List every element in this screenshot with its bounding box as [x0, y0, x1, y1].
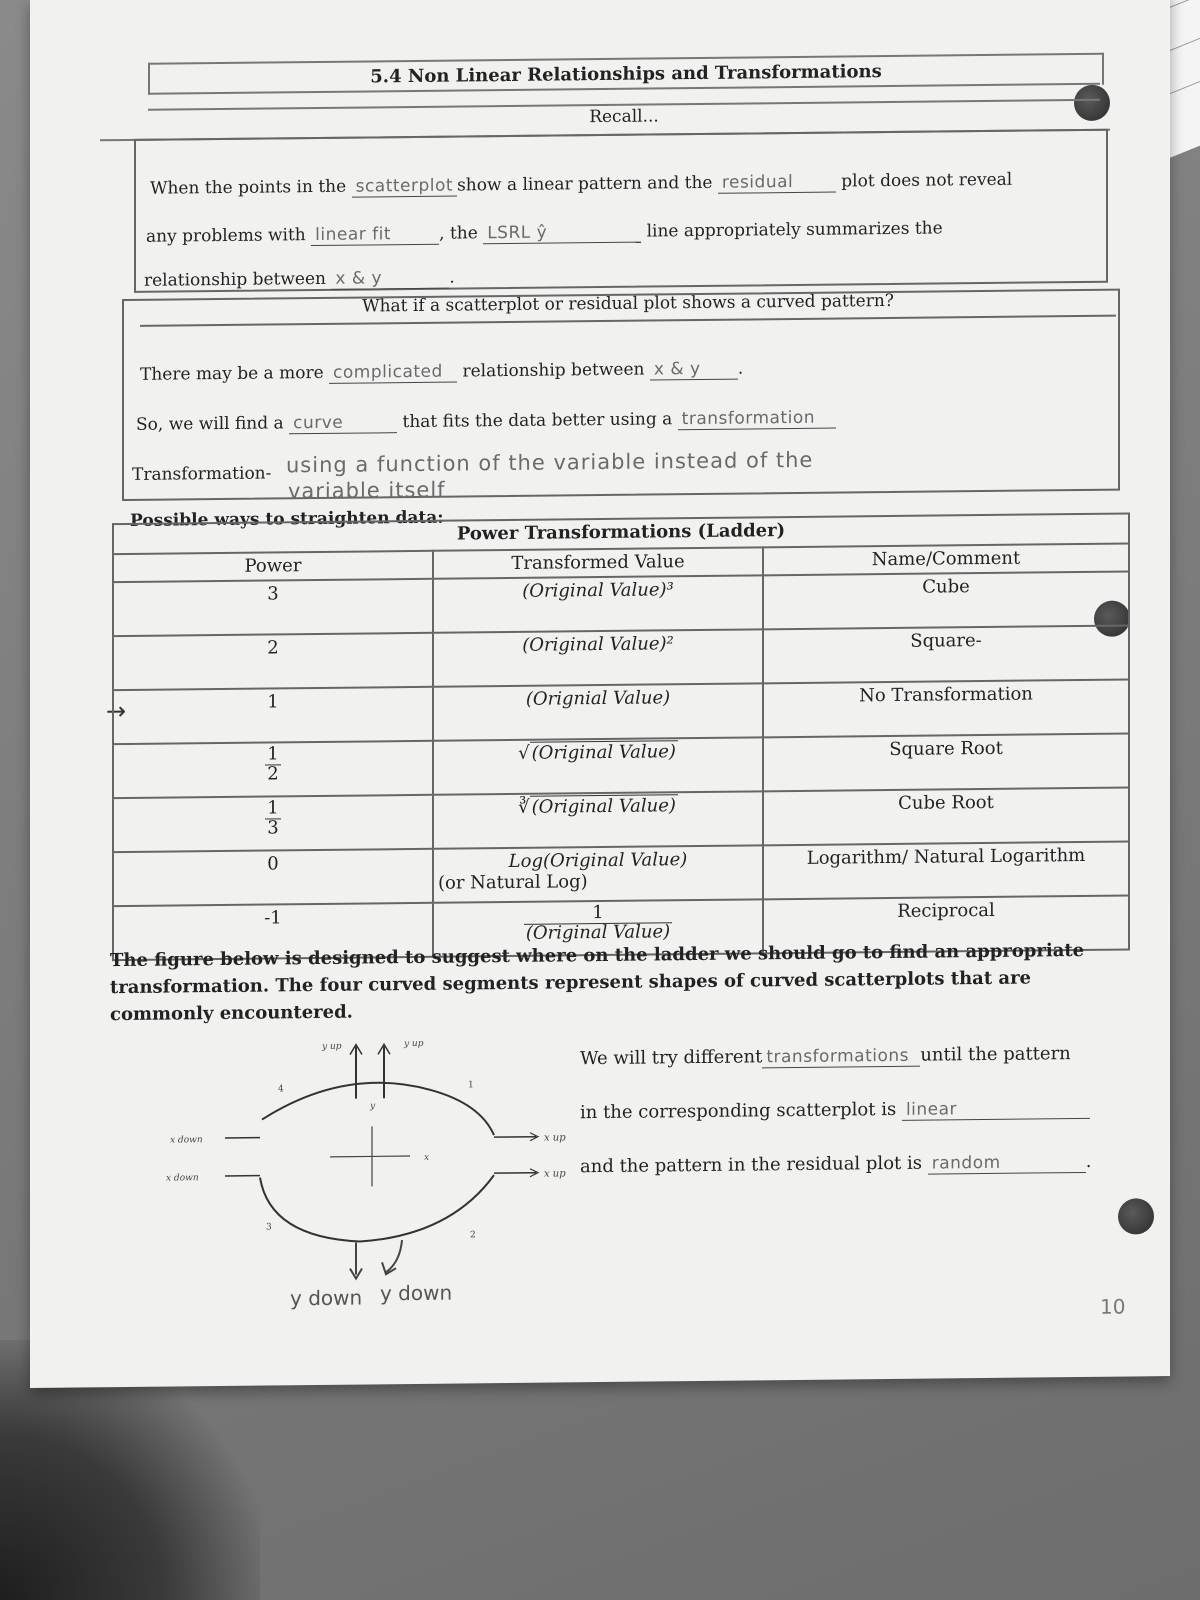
answer-blank: curve	[289, 412, 397, 434]
label-y-up-left: y up	[322, 1041, 342, 1052]
answer-blank: transformation	[678, 408, 836, 431]
power-fraction	[265, 799, 280, 838]
recall-text: show a linear pattern and the	[457, 172, 713, 196]
answer-blank: scatterplot	[352, 176, 457, 198]
value-cell	[433, 737, 763, 794]
answer-blank: linear	[902, 1098, 1090, 1121]
arrow-down-icon	[386, 1240, 402, 1272]
recall-text: .	[449, 267, 455, 288]
answer-blank: x & y	[650, 359, 738, 381]
label-x-down: x down	[166, 1173, 199, 1184]
power-cell	[113, 795, 433, 852]
try-line-1	[580, 1043, 1071, 1070]
label-y-up-right: y up	[404, 1038, 424, 1050]
power-ladder-table	[112, 512, 1130, 961]
recall-text: line appropriately summarizes the	[646, 218, 943, 242]
radicand: (Original Value)	[531, 741, 676, 764]
column-header: Power	[113, 551, 433, 582]
fraction-numerator: 1	[267, 797, 279, 819]
table-title: Power Transformations (Ladder)	[113, 513, 1129, 554]
hole-punch	[1118, 1198, 1154, 1234]
power-cell: 1	[113, 687, 433, 744]
page-number: 10	[1100, 1294, 1126, 1319]
curved-line-3	[132, 463, 271, 484]
answer-blank: random	[928, 1152, 1086, 1175]
quadrant-label-1: 1	[468, 1080, 474, 1091]
try-text: until the pattern	[920, 1043, 1071, 1066]
name-cell: Square Root	[763, 733, 1129, 791]
try-text: and the pattern in the residual plot is	[580, 1152, 922, 1178]
fraction-numerator: 1	[267, 743, 279, 765]
power-cell: -1	[113, 903, 433, 960]
recall-heading: Recall...	[589, 106, 659, 128]
answer-blank: transformations	[762, 1046, 920, 1069]
bulge-diagram	[110, 1024, 570, 1329]
fraction-denominator: 2	[267, 763, 279, 785]
curved-text: There may be a more	[140, 362, 324, 385]
value-cell	[433, 845, 763, 902]
quadrant-label-4: 4	[278, 1084, 284, 1095]
try-text: We will try different	[580, 1046, 763, 1070]
x-axis	[330, 1156, 410, 1157]
curve-segment-1	[262, 1082, 494, 1138]
label-x-up: x up	[544, 1132, 566, 1144]
fraction-denominator: (Original Value)	[525, 921, 671, 944]
power-cell: 3	[113, 579, 433, 636]
answer-blank: x & y	[331, 268, 449, 290]
arrow-icon: →	[106, 696, 127, 726]
value-note: (or Natural Log)	[438, 871, 588, 894]
name-cell: No Transformation	[763, 679, 1129, 737]
fraction-denominator: 3	[267, 817, 279, 839]
recall-line-3	[144, 268, 455, 292]
value-cell: (Original Value)²	[433, 629, 763, 686]
power-cell: 2	[113, 633, 433, 690]
column-header: Name/Comment	[763, 543, 1129, 575]
reciprocal-fraction	[524, 903, 672, 943]
label-x-up: x up	[544, 1168, 566, 1180]
recall-text: any problems with	[146, 225, 306, 247]
try-text: in the corresponding scatterplot is	[580, 1098, 897, 1124]
page-title: 5.4 Non Linear Relationships and Transformations	[148, 53, 1104, 95]
name-cell: Square-	[763, 625, 1129, 683]
cube-root-icon: ∛	[518, 796, 530, 818]
try-line-2	[580, 1097, 1090, 1124]
axis-label-y: y	[370, 1101, 376, 1112]
power-cell: 0	[113, 849, 433, 906]
try-line-3	[580, 1151, 1091, 1178]
power-fraction	[265, 745, 280, 784]
curved-text: that fits the data better using a	[402, 409, 673, 433]
recall-text: , the	[439, 223, 478, 244]
name-cell: Logarithm/ Natural Logarithm	[763, 841, 1129, 899]
handwritten-answer: using a function of the variable instead of the	[286, 447, 814, 478]
power-cell	[113, 741, 433, 798]
answer-blank: linear fit	[311, 224, 439, 246]
value-cell: (Orignial Value)	[433, 683, 763, 740]
name-cell: Cube	[763, 571, 1129, 629]
recall-text: plot does not reveal	[841, 169, 1013, 192]
curved-text: .	[737, 358, 744, 379]
label-y-down-right: y down	[380, 1280, 453, 1306]
recall-text: relationship between	[144, 268, 327, 291]
curved-text: relationship between	[462, 359, 645, 382]
handwritten-answer: variable itself	[288, 477, 446, 504]
value-expression: Log(Original Value)	[508, 849, 688, 872]
curve-segment-2	[260, 1175, 494, 1242]
fraction-numerator: 1	[524, 903, 672, 924]
curved-text: So, we will find a	[136, 413, 284, 435]
curved-text: Transformation-	[132, 463, 272, 485]
try-text: .	[1085, 1150, 1092, 1172]
ladder-section-label: Possible ways to straighten data:	[130, 507, 444, 531]
recall-text: When the points in the	[150, 176, 347, 199]
label-y-down-left: y down	[290, 1285, 363, 1311]
radicand: (Original Value)	[531, 795, 676, 818]
answer-blank: complicated	[329, 362, 457, 384]
quadrant-label-3: 3	[266, 1222, 272, 1233]
figure-description: The figure below is designed to suggest where on the ladder we should go to find an appropriate transformation. The four curved segments represent shapes of curved scatterplots that are commonly encountered.	[110, 939, 1085, 1026]
axis-label-x: x	[424, 1152, 430, 1163]
answer-blank: LSRL ŷ	[483, 222, 641, 245]
label-x-down: x down	[170, 1135, 203, 1146]
name-cell: Reciprocal	[763, 895, 1129, 953]
column-header: Transformed Value	[433, 547, 763, 578]
name-cell: Cube Root	[763, 787, 1129, 845]
worksheet-page	[30, 0, 1170, 1388]
value-cell	[433, 791, 763, 848]
answer-blank: residual	[718, 172, 836, 194]
square-root-icon: √	[518, 742, 530, 764]
recall-box	[134, 129, 1108, 293]
quadrant-label-2: 2	[470, 1230, 476, 1241]
value-cell: (Original Value)³	[433, 575, 763, 632]
curved-question: What if a scatterplot or residual plot shows a curved pattern?	[140, 289, 1116, 327]
